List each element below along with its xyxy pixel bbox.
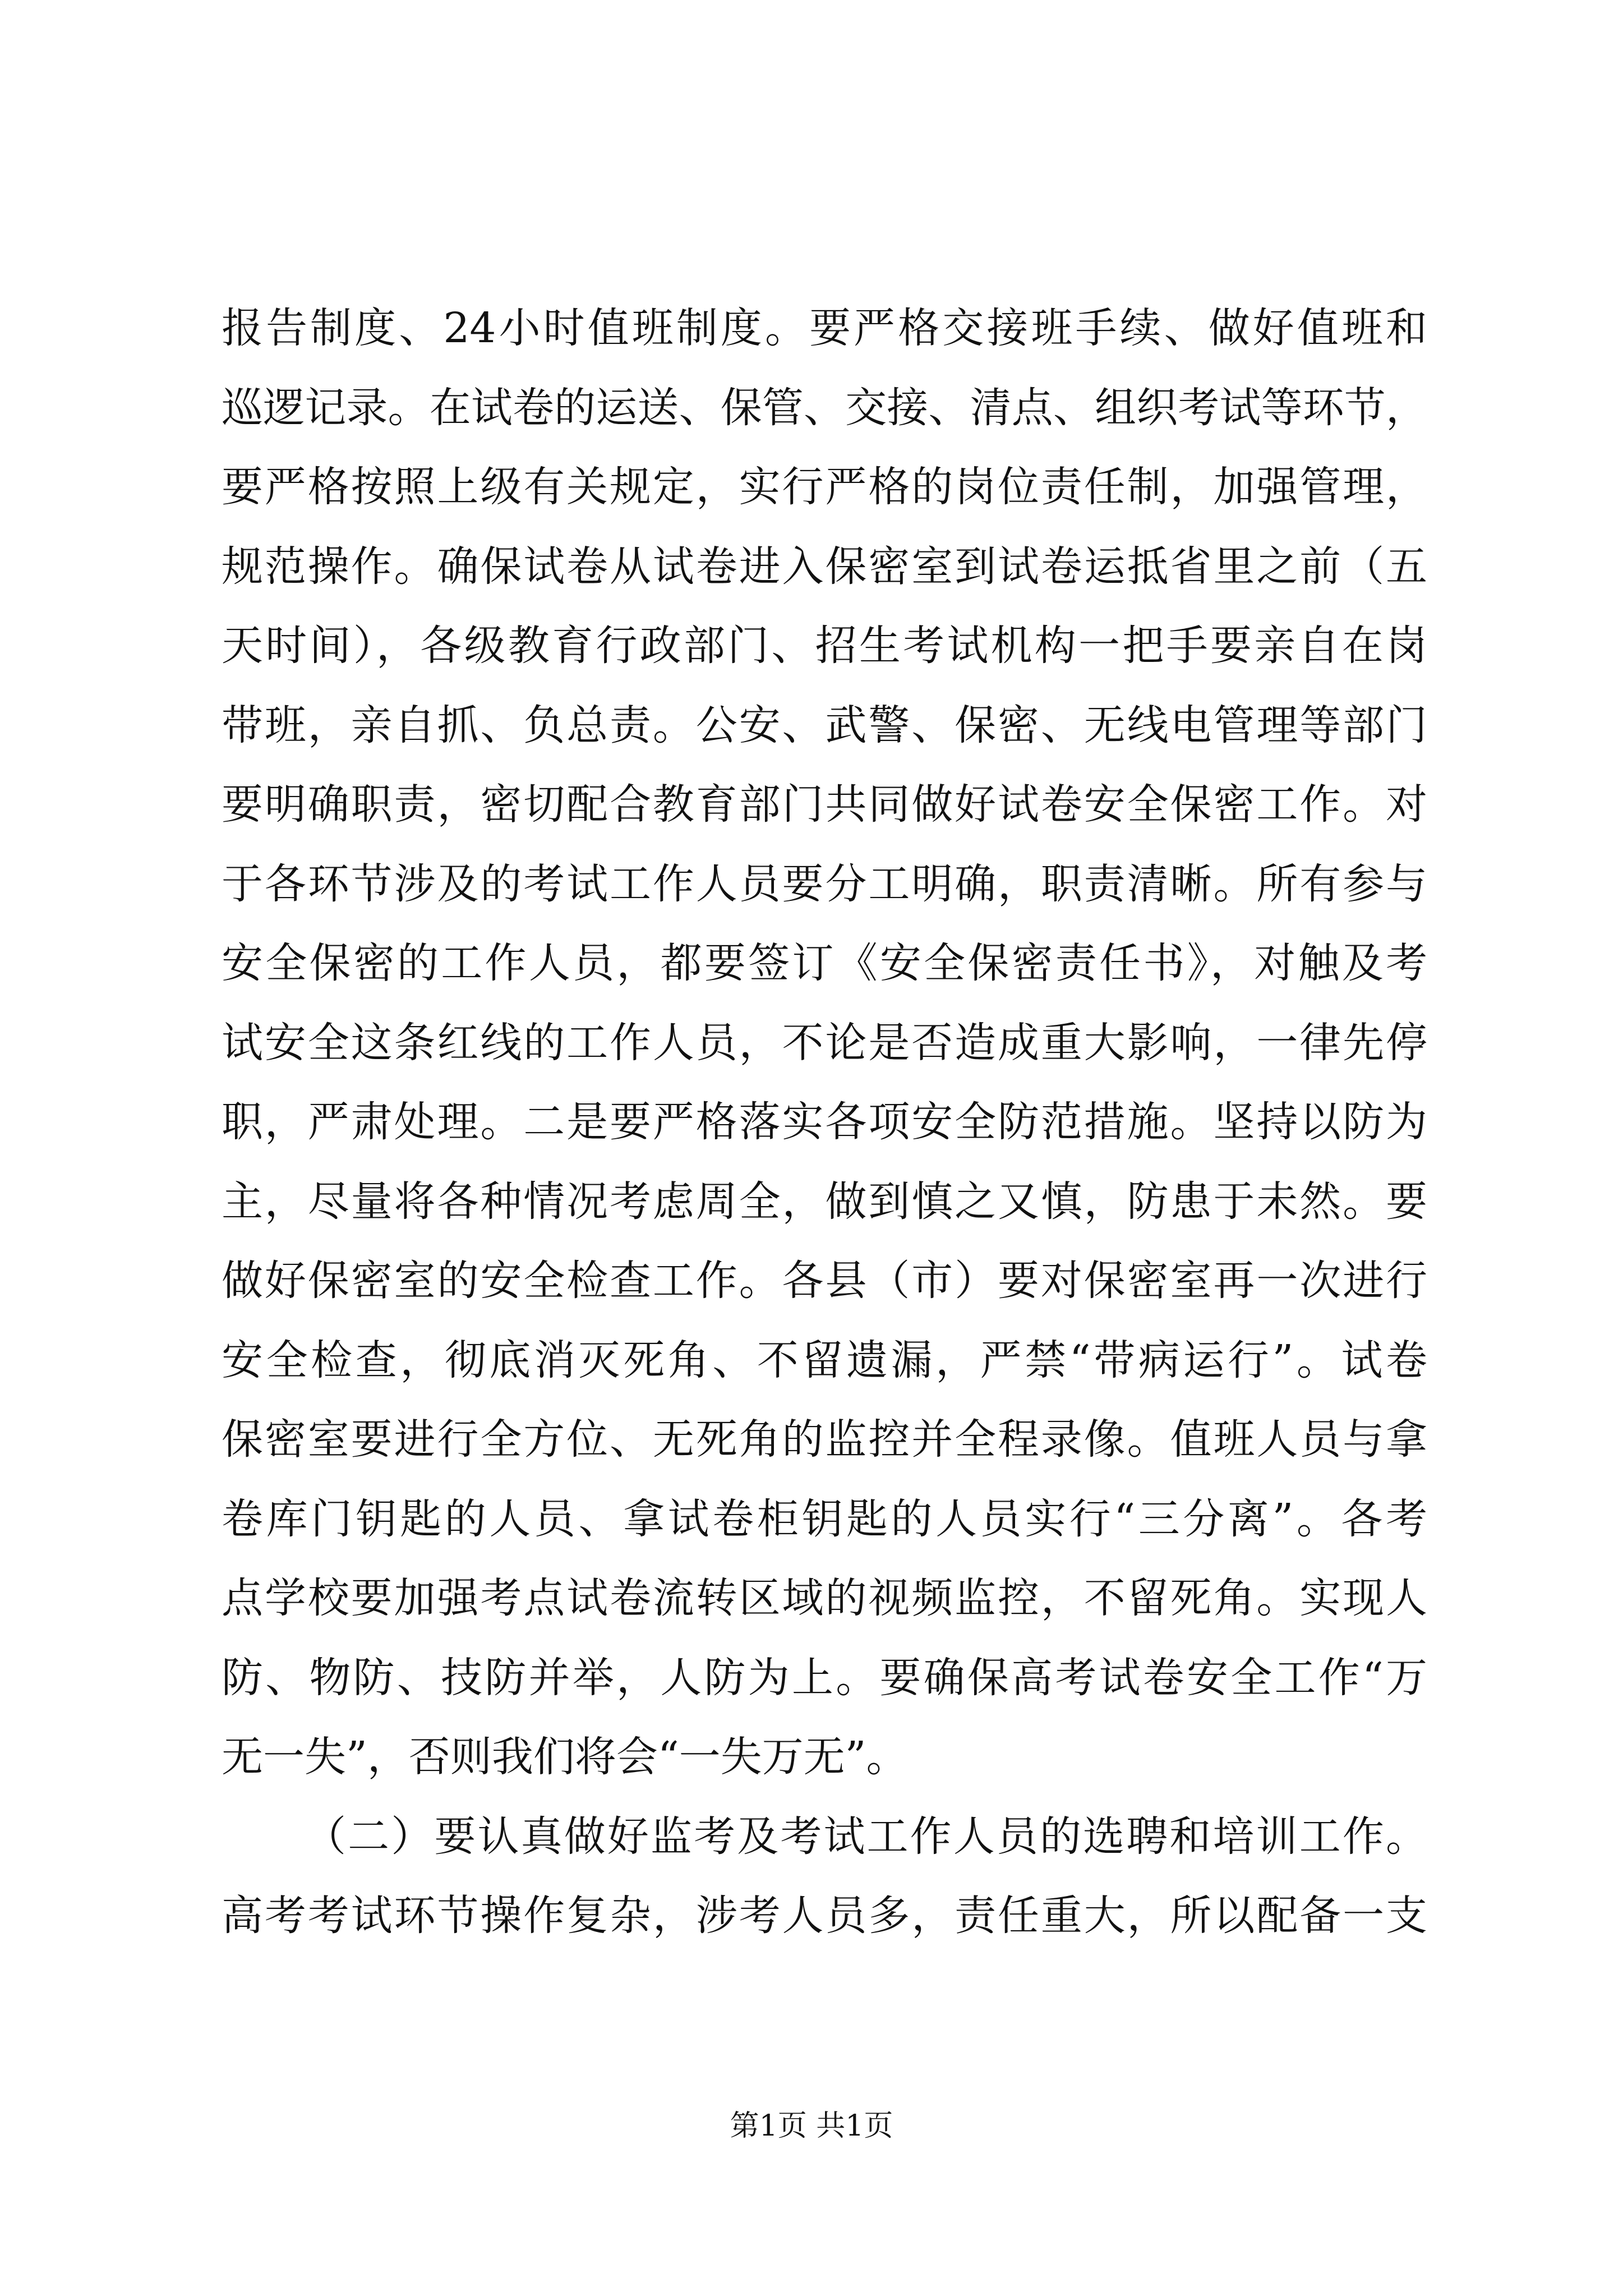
paragraph-line: 保密室要进行全方位、无死角的监控并全程录像。值班人员与拿 <box>222 1415 1427 1464</box>
page-footer <box>0 2106 1623 2146</box>
page-number: 第1页 共1页 <box>730 2109 893 2143</box>
paragraph-line: 规范操作。确保试卷从试卷进入保密室到试卷运抵省里之前（五 <box>222 542 1427 591</box>
paragraph-line: 点学校要加强考点试卷流转区域的视频监控，不留死角。实现人 <box>222 1574 1427 1622</box>
paragraph-line: 于各环节涉及的考试工作人员要分工明确，职责清晰。所有参与 <box>222 859 1427 908</box>
document-body <box>222 289 1427 1956</box>
paragraph-line: 要严格按照上级有关规定，实行严格的岗位责任制，加强管理， <box>222 463 1427 511</box>
paragraph-line: 天时间），各级教育行政部门、招生考试机构一把手要亲自在岗 <box>222 622 1427 670</box>
paragraph-line: 安全保密的工作人员，都要签订《安全保密责任书》，对触及考 <box>222 939 1427 987</box>
paragraph-line: 主，尽量将各种情况考虑周全，做到慎之又慎，防患于未然。要 <box>222 1177 1427 1226</box>
paragraph-line: 无一失”，否则我们将会“一失万无”。 <box>222 1733 908 1781</box>
paragraph-line: 安全检查，彻底消灭死角、不留遗漏，严禁“带病运行”。试卷 <box>222 1336 1427 1384</box>
paragraph-line: 试安全这条红线的工作人员，不论是否造成重大影响，一律先停 <box>222 1018 1427 1067</box>
paragraph-line: 要明确职责，密切配合教育部门共同做好试卷安全保密工作。对 <box>222 780 1427 829</box>
paragraph-line: 巡逻记录。在试卷的运送、保管、交接、清点、组织考试等环节， <box>222 383 1427 432</box>
paragraph-line: 高考考试环节操作复杂，涉考人员多，责任重大，所以配备一支 <box>222 1892 1427 1940</box>
paragraph-line: 职，严肃处理。二是要严格落实各项安全防范措施。坚持以防为 <box>222 1098 1427 1146</box>
paragraph-line: 带班，亲自抓、负总责。公安、武警、保密、无线电管理等部门 <box>222 701 1427 749</box>
paragraph-line: 报告制度、24小时值班制度。要严格交接班手续、做好值班和 <box>222 304 1427 352</box>
paragraph-line: 卷库门钥匙的人员、拿试卷柜钥匙的人员实行“三分离”。各考 <box>222 1494 1427 1543</box>
paragraph-line: 防、物防、技防并举，人防为上。要确保高考试卷安全工作“万 <box>222 1653 1427 1702</box>
section-heading-line: （二）要认真做好监考及考试工作人员的选聘和培训工作。 <box>305 1812 1427 1861</box>
paragraph-line: 做好保密室的安全检查工作。各县（市）要对保密室再一次进行 <box>222 1257 1427 1305</box>
